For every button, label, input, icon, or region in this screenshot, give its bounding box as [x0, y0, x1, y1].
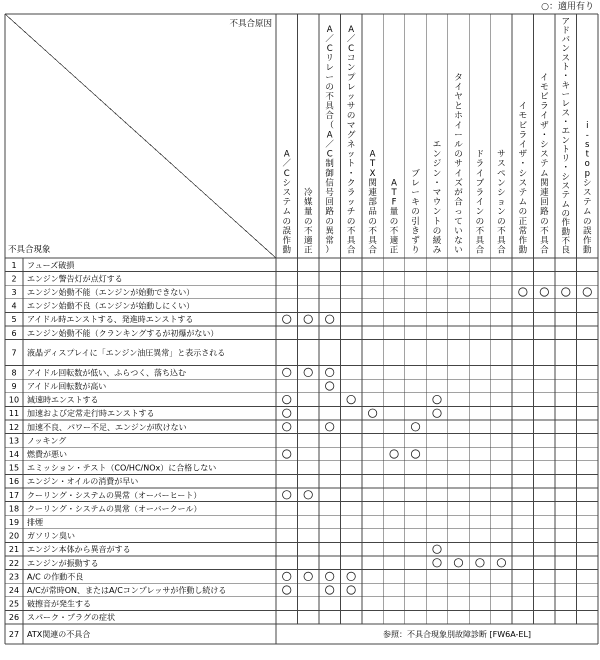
applicable-mark — [325, 382, 333, 390]
symptom-label: エンジン始動不能（クランキングするが初爆がない） — [27, 328, 219, 338]
symptom-number: 9 — [11, 382, 17, 391]
symptom-number: 25 — [8, 599, 20, 609]
symptom-number: 11 — [8, 409, 20, 419]
symptom-number: 23 — [8, 572, 20, 582]
cause-column-header: A T F 量の不適正 — [389, 178, 399, 256]
symptom-number: 14 — [8, 450, 20, 459]
symptom-number: 18 — [8, 504, 20, 514]
symptom-number: 7 — [11, 348, 17, 358]
applicable-mark — [583, 288, 591, 296]
symptom-number: 19 — [8, 518, 20, 527]
cause-column-header: イモビライザ・システムの正常作動 — [518, 101, 528, 256]
symptom-number: 27 — [8, 630, 20, 639]
symptom-number: 3 — [11, 288, 17, 297]
symptom-number: 6 — [11, 328, 17, 338]
symptom-label: アイドル回転数が低い、ふらつく、落ち込む — [27, 368, 187, 378]
applicable-mark — [325, 586, 333, 594]
symptom-label: エンジン始動不能（エンジンが始動できない） — [27, 288, 195, 297]
applicable-mark — [433, 559, 441, 567]
symptom-label: ノッキング — [27, 436, 67, 446]
cause-column-header: 冷媒量の不適正 — [303, 188, 313, 256]
applicable-mark — [283, 491, 291, 499]
cause-header-label: 不具合原因 — [229, 19, 272, 29]
applicable-mark — [562, 288, 570, 296]
applicable-mark — [283, 409, 291, 417]
applicable-mark — [519, 288, 527, 296]
applicable-mark — [433, 395, 441, 403]
applicable-mark — [540, 288, 548, 296]
applicable-mark — [304, 572, 312, 580]
applicable-mark — [304, 491, 312, 499]
applicable-mark — [283, 423, 291, 431]
corner-diagonal — [5, 14, 276, 258]
applicable-mark — [454, 559, 462, 567]
symptom-label: 破擦音が発生する — [27, 599, 91, 609]
symptom-number: 13 — [8, 436, 20, 446]
applicable-mark — [497, 559, 505, 567]
applicable-mark — [304, 315, 312, 323]
symptom-label: クーリング・システムの異常（オーバークール） — [27, 504, 202, 514]
symptom-number: 24 — [8, 586, 20, 595]
applicable-mark — [347, 395, 355, 403]
symptom-label: エンジン・オイルの消費が早い — [27, 477, 139, 487]
symptom-label: 燃費が悪い — [27, 450, 67, 459]
symptom-label: エンジン警告灯が点灯する — [27, 274, 123, 284]
symptom-label: ATX関連の不具合 — [27, 630, 91, 639]
applicable-mark — [283, 586, 291, 594]
cause-column-header: ドライブラインの不具合 — [475, 149, 485, 256]
symptom-number: 5 — [11, 315, 17, 325]
applicable-mark — [325, 423, 333, 431]
applicable-mark — [368, 409, 376, 417]
symptom-label: エンジンが振動する — [27, 558, 99, 568]
symptom-label: エンジン本体から異音がする — [27, 545, 131, 555]
applicable-mark — [283, 368, 291, 376]
symptom-label: 減速時エンストする — [27, 395, 99, 405]
applicable-mark — [347, 572, 355, 580]
cause-column-header: ブレーキの引きずり — [411, 168, 420, 256]
cause-column-header: アドバンスト・キーレス・エントリ・システムの作動不良 — [561, 16, 571, 256]
symptom-number: 16 — [8, 477, 20, 487]
applicable-mark — [283, 450, 291, 458]
symptom-label: アイドル回転数が高い — [27, 382, 107, 391]
applicable-mark — [325, 572, 333, 580]
applicable-mark — [433, 545, 441, 553]
applicable-mark — [347, 586, 355, 594]
symptom-number: 21 — [8, 545, 20, 555]
applicable-mark — [283, 572, 291, 580]
symptom-number: 17 — [8, 490, 20, 500]
applicable-mark — [283, 315, 291, 323]
applicable-mark — [411, 450, 419, 458]
cause-column-header: A ／ C リレーの不具合（ A ／ C 制御信号回路の異常） — [325, 24, 334, 256]
symptom-label: フューズ破損 — [27, 260, 75, 270]
applicable-mark — [476, 559, 484, 567]
symptom-number: 15 — [8, 463, 20, 473]
symptom-number: 10 — [8, 395, 20, 405]
cause-column-header: A T X 関連部品の不具合 — [368, 149, 377, 256]
symptom-number: 22 — [8, 558, 20, 568]
applicable-mark — [304, 368, 312, 376]
cause-column-header: イモビライザ・システム関連回路の不具合 — [540, 72, 549, 256]
applicable-mark — [283, 395, 291, 403]
reference-note: 参照：不具合現象別故障診断 [FW6A-EL] — [382, 630, 532, 639]
symptom-number: 2 — [11, 274, 17, 284]
symptom-label: 排煙 — [27, 518, 43, 527]
applicable-mark — [411, 423, 419, 431]
symptom-label: エミッション・テスト（CO/HC/NOx）に合格しない — [27, 463, 217, 473]
symptom-number: 26 — [8, 613, 20, 623]
cause-column-header: タイヤとホイールのサイズが合っていない — [454, 72, 463, 256]
cause-column-header: A ／ C コンプレッサのマグネット・クラッチの不具合 — [346, 24, 356, 256]
cause-column-header: エンジン・マウントの緩み — [432, 140, 442, 256]
symptom-label: ガソリン臭い — [27, 531, 75, 541]
symptom-label: A/Cが常時ON、またはA/Cコンプレッサが作動し続ける — [27, 586, 227, 595]
cause-column-header: サスペンションの不具合 — [497, 149, 506, 256]
symptom-label: クーリング・システムの異常（オーバーヒート） — [27, 490, 202, 500]
cause-column-header: i -s t o p システムの誤作動 — [583, 120, 592, 256]
symptom-label: 加速不良、パワー不足、エンジンが吹けない — [27, 422, 187, 432]
applicable-mark — [325, 315, 333, 323]
cause-column-header: A ／ C システムの誤作動 — [282, 149, 291, 256]
symptom-label: スパーク・プラグの症状 — [27, 613, 115, 623]
legend-note: ○：適用有り — [541, 2, 594, 12]
applicable-mark — [390, 450, 398, 458]
symptom-header-label: 不具合現象 — [8, 245, 51, 255]
symptom-number: 4 — [11, 301, 17, 311]
symptom-label: エンジン始動不良（エンジンが始動しにくい） — [27, 301, 195, 311]
applicable-mark — [433, 409, 441, 417]
symptom-label: A/C の作動不良 — [27, 572, 84, 582]
symptom-number: 8 — [11, 368, 17, 378]
symptom-label: 加速および定常走行時エンストする — [27, 409, 155, 419]
symptom-number: 12 — [8, 422, 20, 432]
applicable-mark — [325, 368, 333, 376]
symptom-number: 20 — [8, 531, 20, 541]
symptom-label: 液晶ディスプレイに「エンジン油圧異常」と表示される — [27, 348, 226, 358]
symptom-label: アイドル時エンストする、発進時エンストする — [27, 315, 194, 325]
symptom-number: 1 — [11, 260, 17, 270]
